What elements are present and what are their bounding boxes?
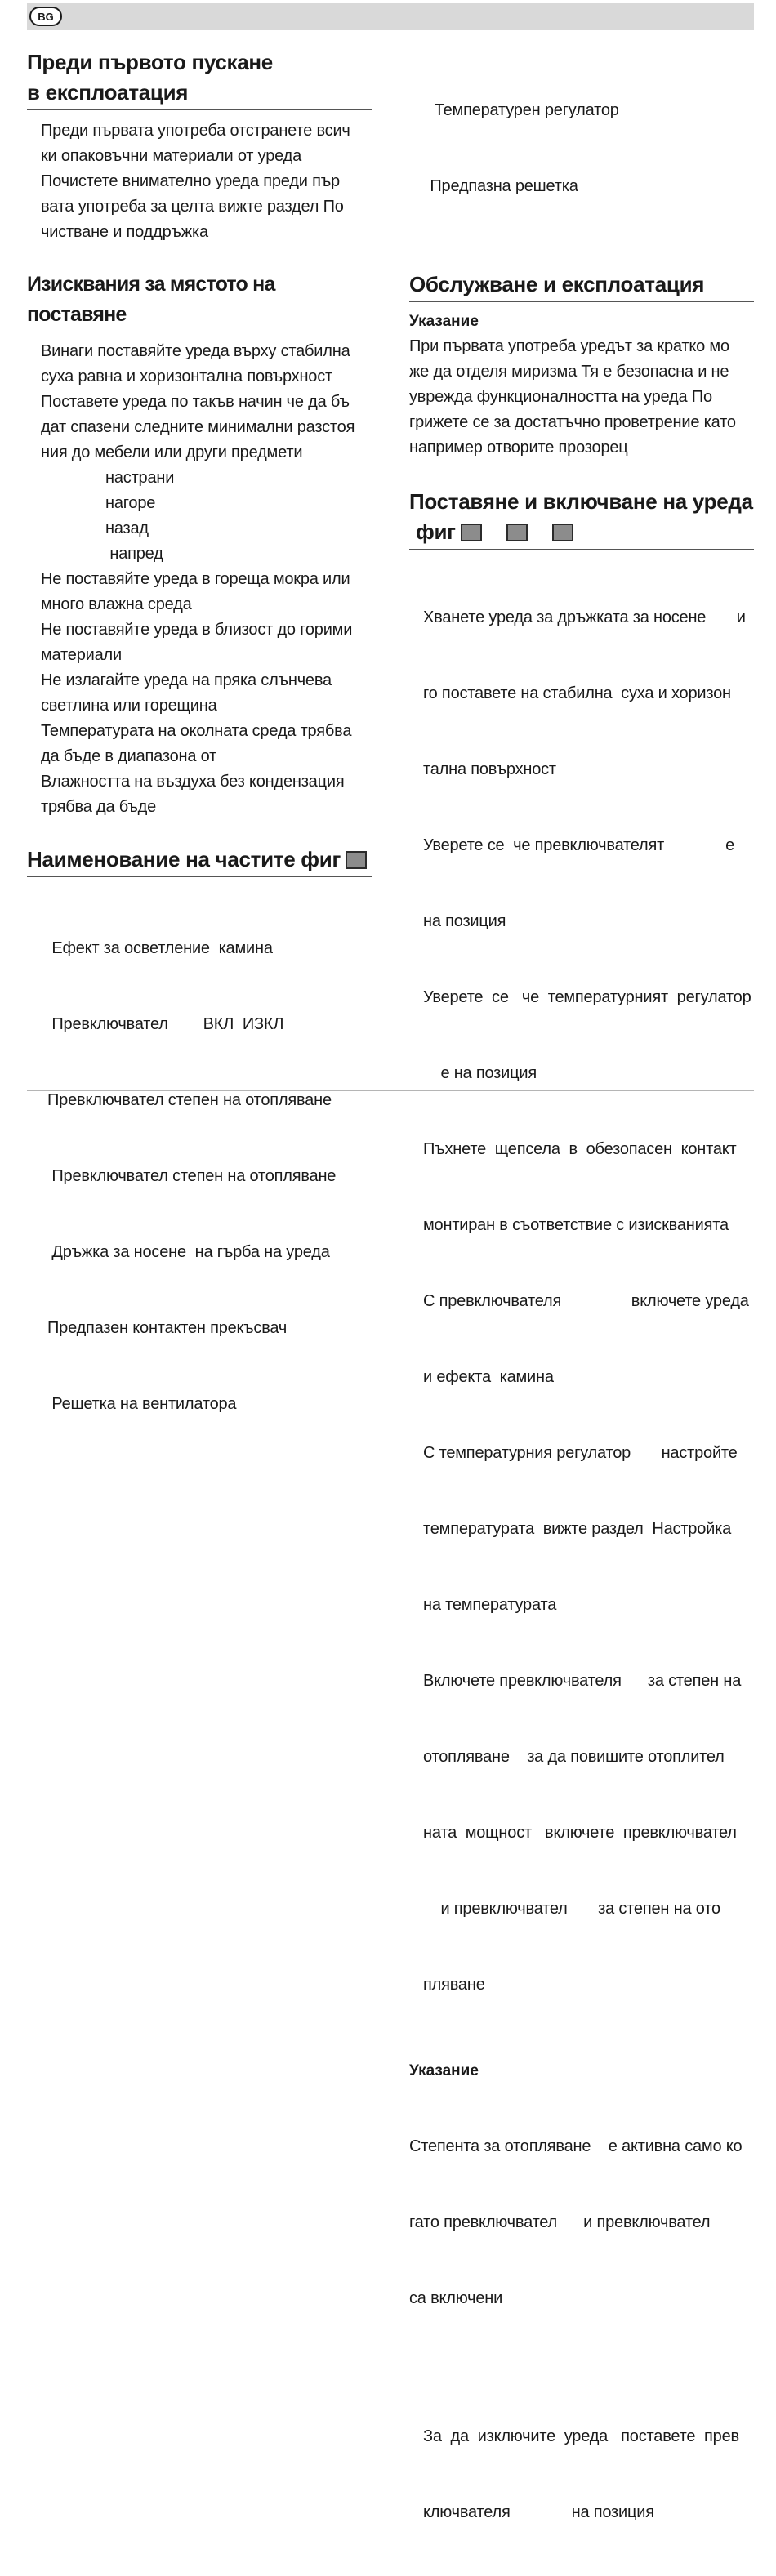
- text-line: же да отделя миризма Тя е безопасна и не: [409, 363, 729, 381]
- text-line: гато превключвател и превключвател: [409, 2213, 711, 2231]
- part-item: Превключвател степен на отопляване: [47, 1091, 332, 1109]
- text-line: Не излагайте уреда на пряка слънчева: [41, 671, 332, 689]
- note-text: [409, 334, 754, 461]
- text-line: грижете се за достатъчно проветрение като: [409, 413, 736, 431]
- text-line: Степента за отопляване е активна само ко: [409, 2137, 743, 2155]
- distance-item: настрани: [105, 469, 175, 487]
- figure-reference-box: [346, 851, 367, 869]
- figure-reference-box: [461, 524, 482, 541]
- right-column: [409, 47, 754, 2576]
- text-line: и ефекта камина: [423, 1368, 554, 1386]
- text-line: пляване: [423, 1976, 485, 1994]
- title-line: в експлоатация: [27, 80, 189, 105]
- text-line: температурата вижте раздел Настройка: [423, 1520, 732, 1538]
- text-line: Не поставяйте уреда в гореща мокра или: [41, 570, 350, 588]
- parts-list: [27, 885, 372, 1468]
- text-line: са включени: [409, 2289, 503, 2307]
- setup-steps: [409, 555, 754, 2048]
- part-item: Предпазен контактен прекъсвач: [47, 1319, 288, 1337]
- text-line: светлина или горещина: [41, 697, 217, 715]
- figure-reference-box: [506, 524, 528, 541]
- parts-title-text: Наименование на частите фиг: [27, 847, 341, 871]
- text-line: Хванете уреда за дръжката за носене и: [423, 608, 746, 626]
- note-title: Указание: [409, 2062, 479, 2079]
- figure-reference-box: [552, 524, 573, 541]
- text-line: Поставете уреда по такъв начин че да бъ: [41, 393, 350, 411]
- text-line: например отворите прозорец: [409, 439, 628, 457]
- part-item: Предпазна решетка: [426, 177, 578, 195]
- text-line: чистване и поддръжка: [41, 223, 208, 241]
- footer-divider: [27, 1090, 754, 1091]
- section-title-parts: [27, 845, 372, 877]
- section-title-before-first-use: [27, 47, 372, 110]
- part-item: Температурен регулатор: [426, 101, 619, 119]
- part-item: Ефект за осветление камина: [47, 939, 273, 957]
- text-line: го поставете на стабилна суха и хоризон: [423, 684, 731, 702]
- left-column: [27, 47, 372, 1468]
- section-title-placement: Изисквания за мястото на поставяне: [27, 270, 372, 332]
- text-line: ки опаковъчни материали от уреда: [41, 147, 301, 165]
- text-line: материали: [41, 646, 122, 664]
- part-item: Превключвател степен на отопляване: [47, 1167, 337, 1185]
- text-line: ната мощност включете превключвател: [423, 1824, 737, 1842]
- part-item: Решетка на вентилатора: [47, 1395, 237, 1413]
- text-line: Влажността на въздуха без кондензация: [41, 773, 345, 791]
- text-line: на температурата: [423, 1596, 557, 1614]
- before-first-use-text: [27, 118, 372, 245]
- text-line: Пъхнете щепсела в обезопасен контакт: [423, 1140, 737, 1158]
- distance-item: назад: [105, 519, 149, 537]
- text-line: монтиран в съответствие с изискванията: [423, 1216, 729, 1234]
- text-line: и превключвател за степен на ото: [423, 1900, 720, 1918]
- text-line: С температурния регулатор настройте: [423, 1444, 738, 1462]
- placement-text-cont: [27, 567, 372, 820]
- text-line: Почистете внимателно уреда преди пър: [41, 172, 340, 190]
- part-item: Превключвател ВКЛ ИЗКЛ: [47, 1015, 284, 1033]
- text-line: Уверете се че превключвателят е: [423, 836, 735, 854]
- text-line: трябва да бъде: [41, 798, 157, 816]
- text-line: ния до мебели или други предмети: [41, 443, 303, 461]
- note-title: Указание: [409, 313, 479, 330]
- text-line: Уверете се че температурният регулатор: [423, 988, 751, 1006]
- distance-list: [27, 466, 372, 567]
- text-line: суха равна и хоризонтална повърхност: [41, 368, 332, 386]
- text-line: тална повърхност: [423, 760, 556, 778]
- text-line: Включете превключвателя за степен на: [423, 1672, 742, 1690]
- language-badge: BG: [29, 7, 62, 26]
- distance-item: нагоре: [105, 494, 156, 512]
- fig-label: фиг: [416, 519, 456, 544]
- part-item: Дръжка за носене на гърба на уреда: [47, 1243, 330, 1261]
- page-header-bar: [27, 3, 754, 30]
- distance-item: напред: [105, 545, 163, 563]
- text-line: При първата употреба уредът за кратко мо: [409, 337, 729, 355]
- section-title-setup: [409, 487, 754, 550]
- placement-text: [27, 339, 372, 466]
- note-text: [409, 2084, 754, 2362]
- section-title-operation: Обслужване и експлоатация: [409, 270, 754, 302]
- text-line: вата употреба за целта вижте раздел По: [41, 198, 344, 216]
- text-line: на позиция: [423, 912, 506, 930]
- text-line: уврежда функционалността на уреда По: [409, 388, 712, 406]
- text-line: дат спазени следните минимални разстоя: [41, 418, 355, 436]
- text-line: За да изключите уреда поставете прев: [423, 2427, 739, 2445]
- title-line: Преди първото пускане: [27, 50, 273, 74]
- text-line: отопляване за да повишите отоплител: [423, 1748, 725, 1766]
- text-line: много влажна среда: [41, 595, 192, 613]
- text-line: е на позиция: [423, 1064, 537, 1082]
- text-line: С превключвателя включете уреда: [423, 1292, 749, 1310]
- text-line: Температурата на околната среда трябва: [41, 722, 352, 740]
- parts-list-cont: [409, 47, 754, 250]
- text-line: ключвателя на позиция: [423, 2503, 654, 2521]
- text-line: да бъде в диапазона от: [41, 747, 217, 765]
- switch-off-text: [409, 2373, 754, 2576]
- text-line: Не поставяйте уреда в близост до горими: [41, 621, 353, 639]
- text-line: Винаги поставяйте уреда върху стабилна: [41, 342, 350, 360]
- title-line: [409, 517, 754, 547]
- title-line: Поставяне и включване на уреда: [409, 489, 753, 514]
- text-line: Преди първата употреба отстранете всич: [41, 122, 350, 140]
